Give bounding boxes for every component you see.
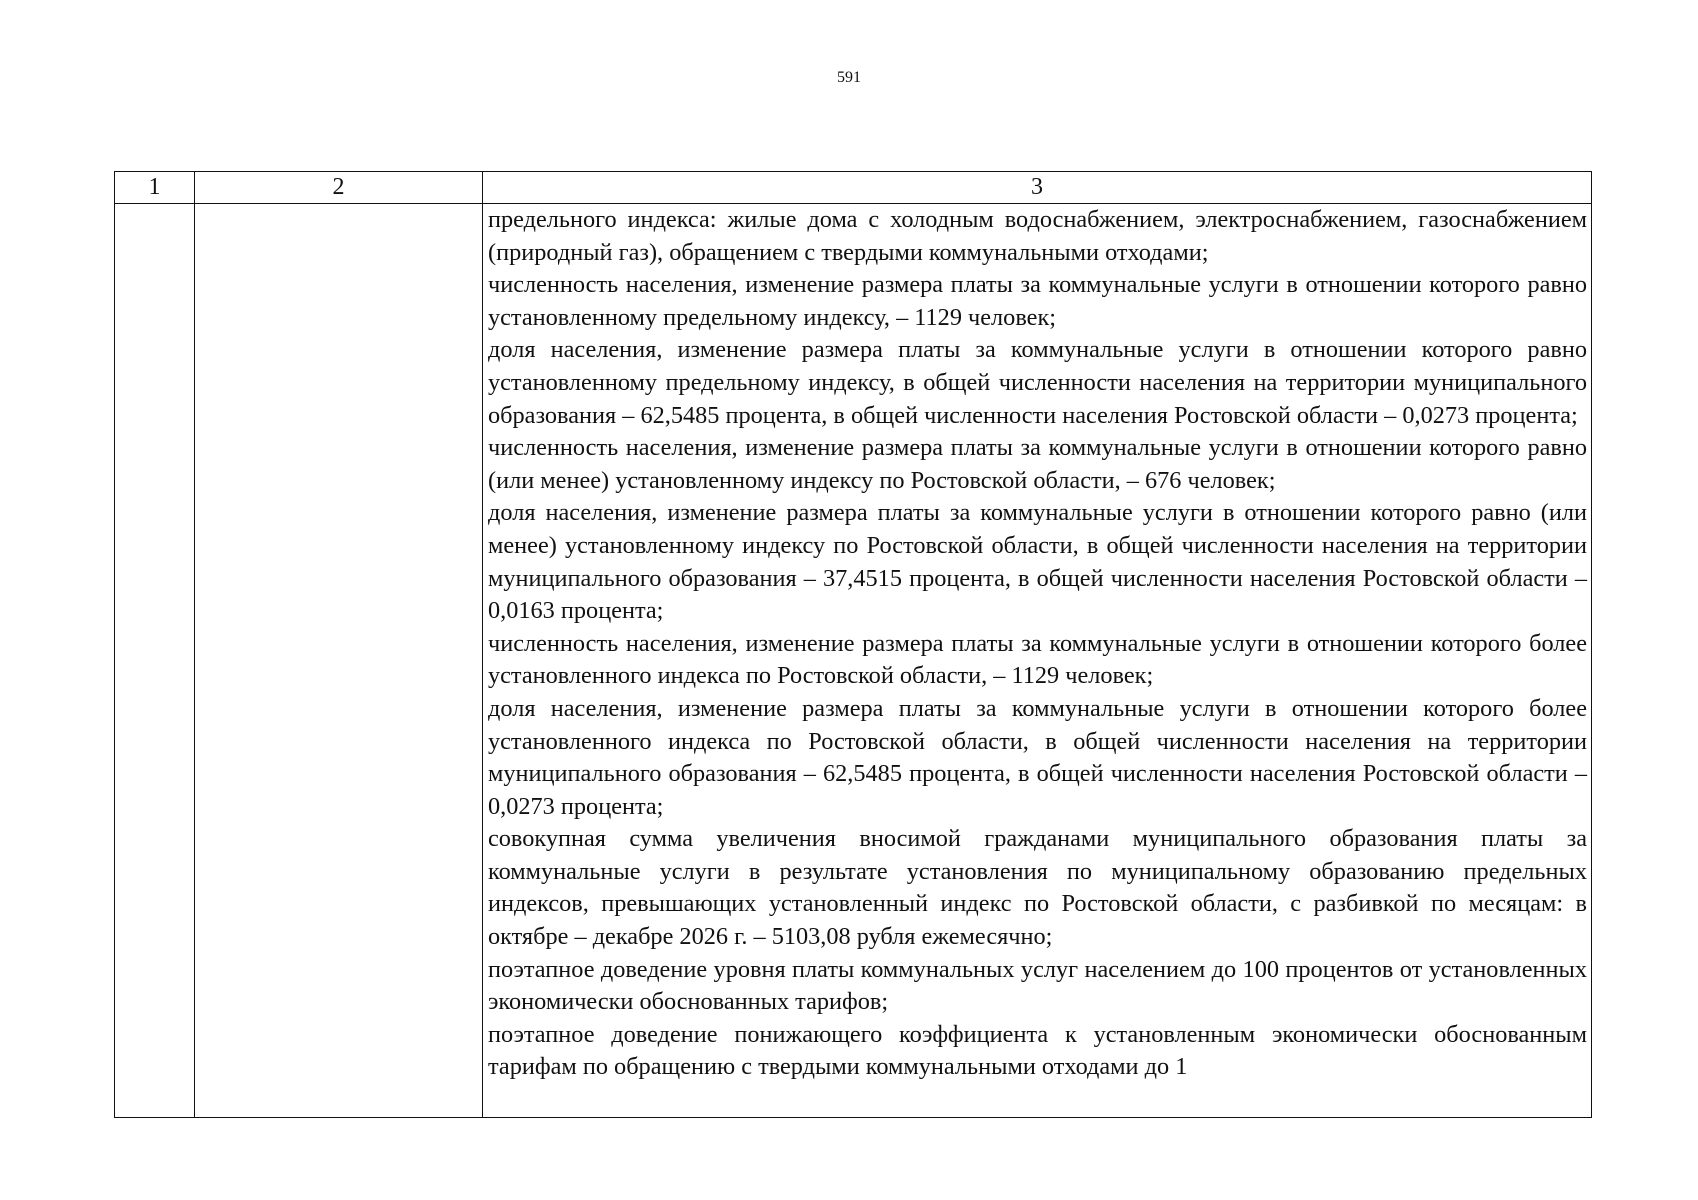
- cell-col-1: [115, 204, 195, 1118]
- column-header-2: 2: [195, 172, 483, 204]
- table-header-row: [115, 172, 1592, 204]
- document-table: [114, 171, 1592, 1118]
- page-number: 591: [837, 69, 861, 86]
- paragraph: доля населения, изменение размера платы за коммунальные услуги в отношении которого более установленного индекса по Ростовской области, в общей численности населения на территории муниципального образования – 62,5485 процента, в общей численности населения Ростовской области – 0,0273 процента;: [488, 694, 1587, 820]
- paragraph: численность населения, изменение размера платы за коммунальные услуги в отношении которого равно (или менее) установленному индексу по Ростовской области, – 676 человек;: [488, 434, 1587, 494]
- table-row: [115, 204, 1592, 1118]
- paragraph: доля населения, изменение размера платы за коммунальные услуги в отношении которого равно (или менее) установленному индексу по Ростовской области, в общей численности населения на территории муниципального образования – 37,4515 процента, в общей численности населения Ростовской области – 0,0163 процента;: [488, 499, 1587, 625]
- cell-col-2: [195, 204, 483, 1118]
- paragraph: совокупная сумма увеличения вносимой гражданами муниципального образования платы за коммунальные услуги в результате установления по муниципальному образованию предельных индексов, превышающих установленный индекс по Ростовской области, с разбивкой по месяцам: в октябре – декабре 2026 г. – 5103,08 рубля ежемесячно;: [488, 825, 1587, 951]
- cell-col-3: [483, 204, 1592, 1118]
- paragraph: численность населения, изменение размера платы за коммунальные услуги в отношении которого равно установленному предельному индексу, – 1129 человек;: [488, 271, 1587, 331]
- column-header-3: 3: [483, 172, 1592, 204]
- column-header-1: 1: [115, 172, 195, 204]
- paragraph: доля населения, изменение размера платы за коммунальные услуги в отношении которого равно установленному предельному индексу, в общей численности населения на территории муниципального образования – 62,5485 процента, в общей численности населения Ростовской области – 0,0273 процента;: [488, 336, 1587, 429]
- paragraph: поэтапное доведение уровня платы коммунальных услуг населением до 100 процентов от установленных экономически обоснованных тарифов;: [488, 955, 1587, 1016]
- paragraph: поэтапное доведение понижающего коэффициента к установленным экономически обоснованным тарифам по обращению с твердыми коммунальными отходами до 1: [488, 1020, 1587, 1081]
- paragraph: численность населения, изменение размера платы за коммунальные услуги в отношении которого более установленного индекса по Ростовской области, – 1129 человек;: [488, 629, 1587, 690]
- paragraph: предельного индекса: жилые дома с холодным водоснабжением, электроснабжением, газоснабжением (природный газ), обращением с твердыми коммунальными отходами;: [488, 206, 1587, 266]
